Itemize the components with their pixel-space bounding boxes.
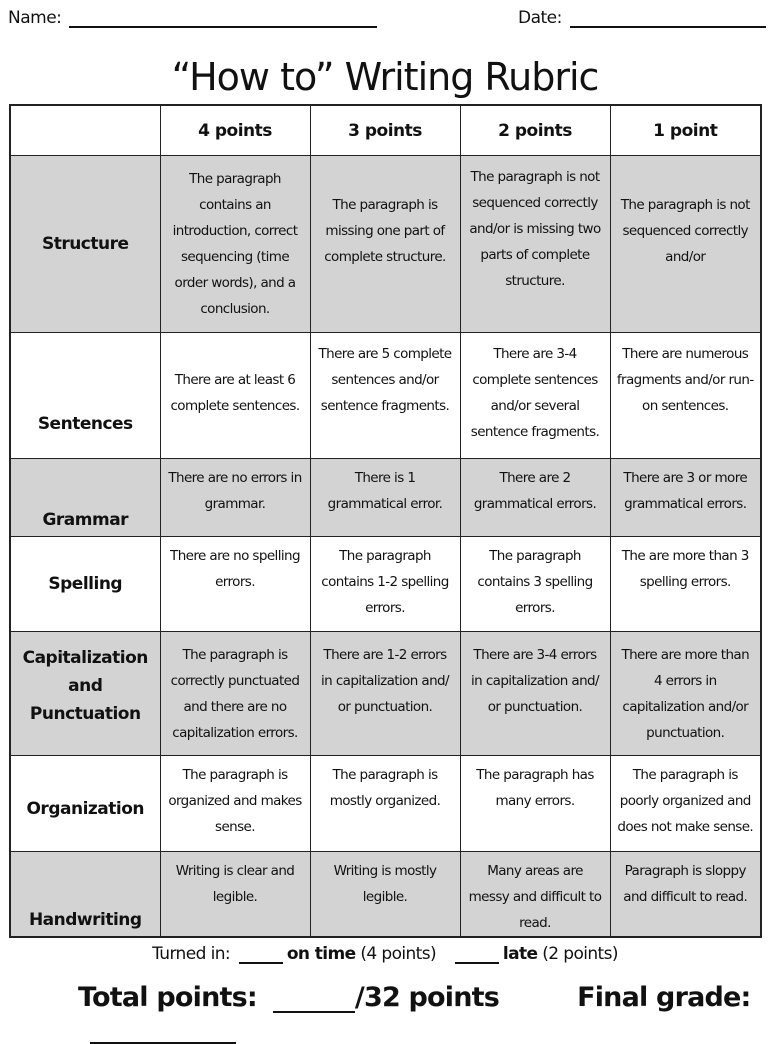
table-cell: There is 1 grammatical error. — [310, 459, 460, 537]
row-category: Capitalization and Punctuation — [10, 632, 160, 756]
column-header-3-points: 3 points — [310, 105, 460, 156]
turned-in-line — [0, 944, 770, 964]
table-cell: There are no spelling errors. — [160, 537, 310, 632]
row-category: Spelling — [10, 537, 160, 632]
date-line — [518, 8, 766, 28]
table-cell: Writing is clear and legible. — [160, 852, 310, 938]
table-cell: The paragraph has many errors. — [460, 756, 610, 852]
table-cell: There are 3-4 errors in capitalization and/ or punctuation. — [460, 632, 610, 756]
total-points-blank[interactable] — [273, 987, 355, 1013]
table-row-spelling — [10, 537, 761, 632]
table-cell: There are 2 grammatical errors. — [460, 459, 610, 537]
on-time-blank[interactable] — [239, 946, 283, 964]
date-blank[interactable] — [570, 8, 766, 28]
table-cell: The paragraph is organized and makes sense. — [160, 756, 310, 852]
on-time-points: (4 points) — [360, 944, 437, 964]
table-cell: Writing is mostly legible. — [310, 852, 460, 938]
column-header-4-points: 4 points — [160, 105, 310, 156]
table-cell: There are 5 complete sentences and/or sentence fragments. — [310, 333, 460, 459]
name-line — [8, 8, 377, 28]
table-cell: The paragraph is poorly organized and does not make sense. — [610, 756, 761, 852]
rubric-table — [9, 104, 762, 938]
date-label: Date: — [518, 8, 562, 28]
final-grade-label: Final grade: — [577, 982, 751, 1013]
table-cell: The paragraph is missing one part of complete structure. — [310, 156, 460, 333]
table-cell: The paragraph is not sequenced correctly and/or — [610, 156, 761, 333]
row-category: Sentences — [10, 333, 160, 459]
table-cell: There are 3-4 complete sentences and/or several sentence fragments. — [460, 333, 610, 459]
table-cell: There are at least 6 complete sentences. — [160, 333, 310, 459]
table-header-row — [10, 105, 761, 156]
table-cell: Paragraph is sloppy and difficult to read. — [610, 852, 761, 938]
column-header-blank — [10, 105, 160, 156]
table-row-organization — [10, 756, 761, 852]
table-cell: The paragraph contains 1-2 spelling errors. — [310, 537, 460, 632]
table-cell: The are more than 3 spelling errors. — [610, 537, 761, 632]
name-blank[interactable] — [69, 8, 377, 28]
table-cell: The paragraph contains 3 spelling errors. — [460, 537, 610, 632]
totals-line — [78, 982, 770, 1044]
table-cell: There are 1-2 errors in capitalization and/ or punctuation. — [310, 632, 460, 756]
late-label: late — [502, 944, 538, 964]
table-row-sentences — [10, 333, 761, 459]
table-cell: There are no errors in grammar. — [160, 459, 310, 537]
late-points: (2 points) — [542, 944, 618, 964]
total-points-label: Total points: — [78, 982, 257, 1013]
table-cell: There are numerous fragments and/or run-on sentences. — [610, 333, 761, 459]
final-grade-blank[interactable] — [90, 1018, 236, 1044]
late-blank[interactable] — [455, 946, 499, 964]
page-title: “How to” Writing Rubric — [171, 55, 599, 99]
name-label: Name: — [8, 8, 62, 28]
table-cell: Many areas are messy and difficult to read. — [460, 852, 610, 938]
table-row-capitalization — [10, 632, 761, 756]
column-header-2-points: 2 points — [460, 105, 610, 156]
row-category: Handwriting — [10, 852, 160, 938]
table-cell: There are more than 4 errors in capitalization and/or punctuation. — [610, 632, 761, 756]
table-cell: There are 3 or more grammatical errors. — [610, 459, 761, 537]
table-cell: The paragraph is correctly punctuated and there are no capitalization errors. — [160, 632, 310, 756]
total-points-suffix: /32 points — [354, 982, 500, 1013]
turned-in-label: Turned in: — [152, 944, 230, 964]
table-row-structure — [10, 156, 761, 333]
table-row-grammar — [10, 459, 761, 537]
table-cell: The paragraph is mostly organized. — [310, 756, 460, 852]
row-category: Organization — [10, 756, 160, 852]
row-category: Structure — [10, 156, 160, 333]
row-category: Grammar — [10, 459, 160, 537]
table-cell: The paragraph contains an introduction, correct sequencing (time order words), and a conclusion. — [160, 156, 310, 333]
on-time-label: on time — [286, 944, 356, 964]
table-row-handwriting — [10, 852, 761, 938]
column-header-1-point: 1 point — [610, 105, 761, 156]
table-cell: The paragraph is not sequenced correctly and/or is missing two parts of complete structure. — [460, 156, 610, 333]
